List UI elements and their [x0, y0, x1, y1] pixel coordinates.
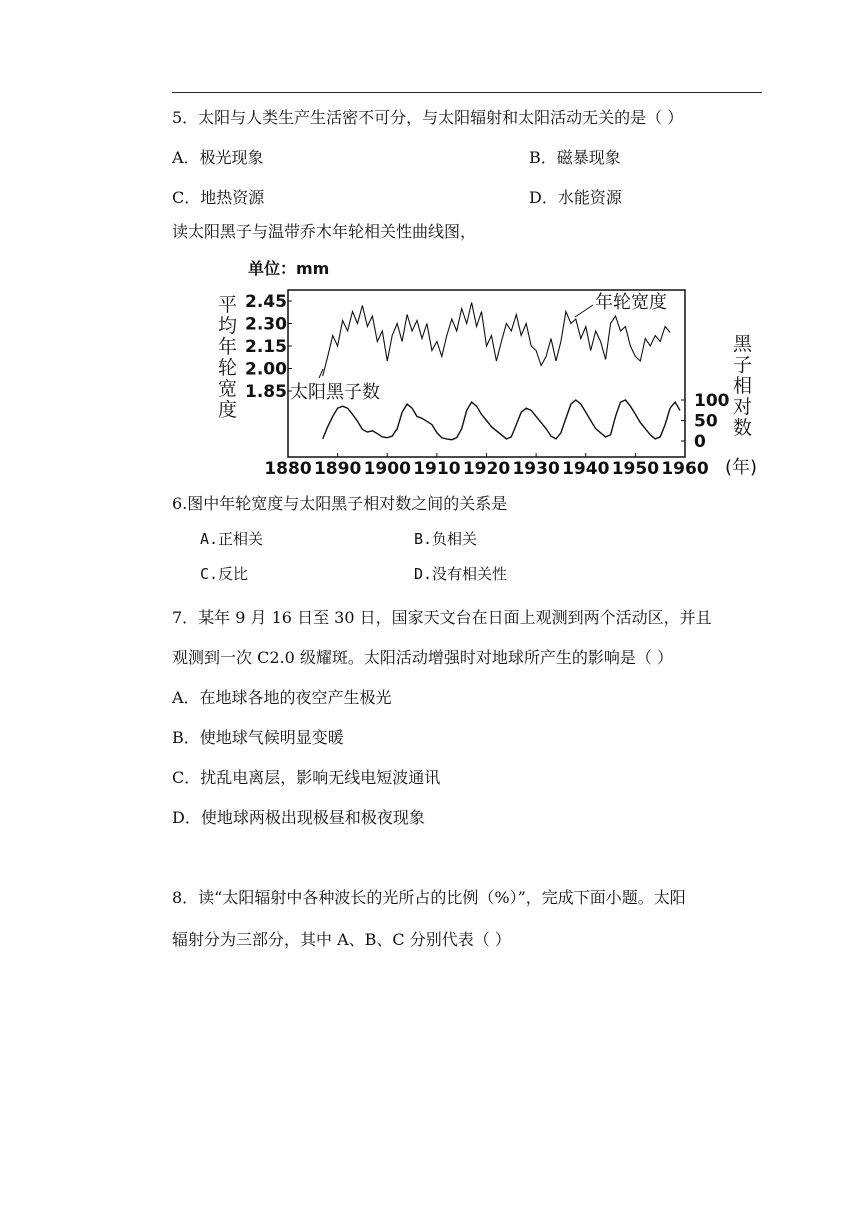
q8-stem-line1: 8．读“太阳辐射中各种波长的光所占的比例（%）”，完成下面小题。太阳 [172, 888, 686, 907]
q7-stem-line2: 观测到一次 C2.0 级耀斑。太阳活动增强时对地球所产生的影响是（ ） [172, 648, 673, 667]
right-tick-label: 0 [694, 432, 706, 452]
plot-frame [288, 290, 685, 457]
right-axis-label-char: 对 [733, 396, 753, 418]
left-axis-label-char: 均 [218, 315, 238, 337]
right-axis-label-char: 子 [733, 354, 753, 376]
q6-option-c: C.反比 [200, 565, 249, 583]
sunspot-tree-ring-chart [215, 255, 760, 480]
q7-option-a: A．在地球各地的夜空产生极光 [172, 688, 392, 707]
q7-option-d: D．使地球两极出现极昼和极夜现象 [172, 808, 425, 827]
x-tick-label: 1950 [611, 459, 660, 479]
right-axis-label-char: 数 [733, 417, 753, 439]
left-tick-label: 2.45 [245, 292, 287, 312]
left-axis-label-char: 平 [218, 294, 238, 316]
left-axis-label [218, 294, 237, 421]
x-tick-label: 1900 [363, 459, 411, 479]
right-tick-label: 100 [694, 391, 730, 411]
right-axis-label-char: 相 [733, 375, 753, 397]
x-tick-label: 1940 [562, 459, 610, 479]
unit-label: 单位：mm [248, 259, 330, 278]
left-tick-label: 2.30 [245, 314, 287, 335]
right-axis-label-char: 黑 [733, 333, 753, 355]
right-tick-label: 50 [694, 411, 718, 432]
chart-intro: 读太阳黑子与温带乔木年轮相关性曲线图， [172, 222, 477, 241]
left-axis-label-char: 度 [218, 399, 238, 421]
q7-option-c: C．扰乱电离层，影响无线电短波通讯 [172, 768, 441, 787]
x-tick-label: 1960 [661, 459, 709, 479]
tree-ring-width-line [323, 303, 670, 377]
x-tick-label: 1920 [462, 459, 511, 479]
sunspot-count-line [323, 400, 680, 440]
sunspot-label-leader [319, 369, 323, 378]
q5-option-c: C．地热资源 [172, 188, 265, 207]
q7-stem-line1: 7．某年 9 月 16 日至 30 日，国家天文台在日面上观测到两个活动区，并且 [172, 608, 712, 627]
tree-ring-series-label: 年轮宽度 [595, 292, 667, 313]
sunspot-series-label: 太阳黑子数 [290, 382, 380, 403]
x-axis-unit: (年) [725, 457, 758, 478]
q6-option-a: A.正相关 [200, 530, 264, 548]
x-tick-label: 1910 [413, 459, 461, 479]
left-tick-label: 2.00 [245, 359, 287, 380]
q5-option-b: B．磁暴现象 [529, 148, 621, 167]
q5-option-a: A．极光现象 [172, 148, 264, 167]
x-tick-label: 1930 [512, 459, 560, 479]
q7-option-b: B．使地球气候明显变暖 [172, 728, 344, 747]
q8-stem-line2: 辐射分为三部分，其中 A、B、C 分别代表（ ） [172, 930, 511, 949]
right-axis-label [733, 333, 753, 439]
q5-stem: 5．太阳与人类生产生活密不可分，与太阳辐射和太阳活动无关的是（ ） [172, 108, 684, 127]
tree-ring-label-leader [575, 305, 593, 317]
q6-stem: 6.图中年轮宽度与太阳黑子相对数之间的关系是 [172, 494, 508, 513]
left-axis-label-char: 宽 [218, 378, 238, 400]
left-axis-label-char: 轮 [218, 357, 238, 379]
q6-option-b: B.负相关 [414, 530, 478, 548]
q6-option-d: D.没有相关性 [414, 565, 508, 583]
left-tick-label: 1.85 [245, 382, 287, 402]
left-tick-label: 2.15 [245, 337, 287, 357]
x-tick-label: 1890 [313, 459, 362, 479]
left-axis-label-char: 年 [218, 336, 238, 358]
x-tick-label: 1880 [264, 459, 312, 479]
top-rule [172, 92, 762, 93]
q5-option-d: D．水能资源 [529, 188, 622, 207]
